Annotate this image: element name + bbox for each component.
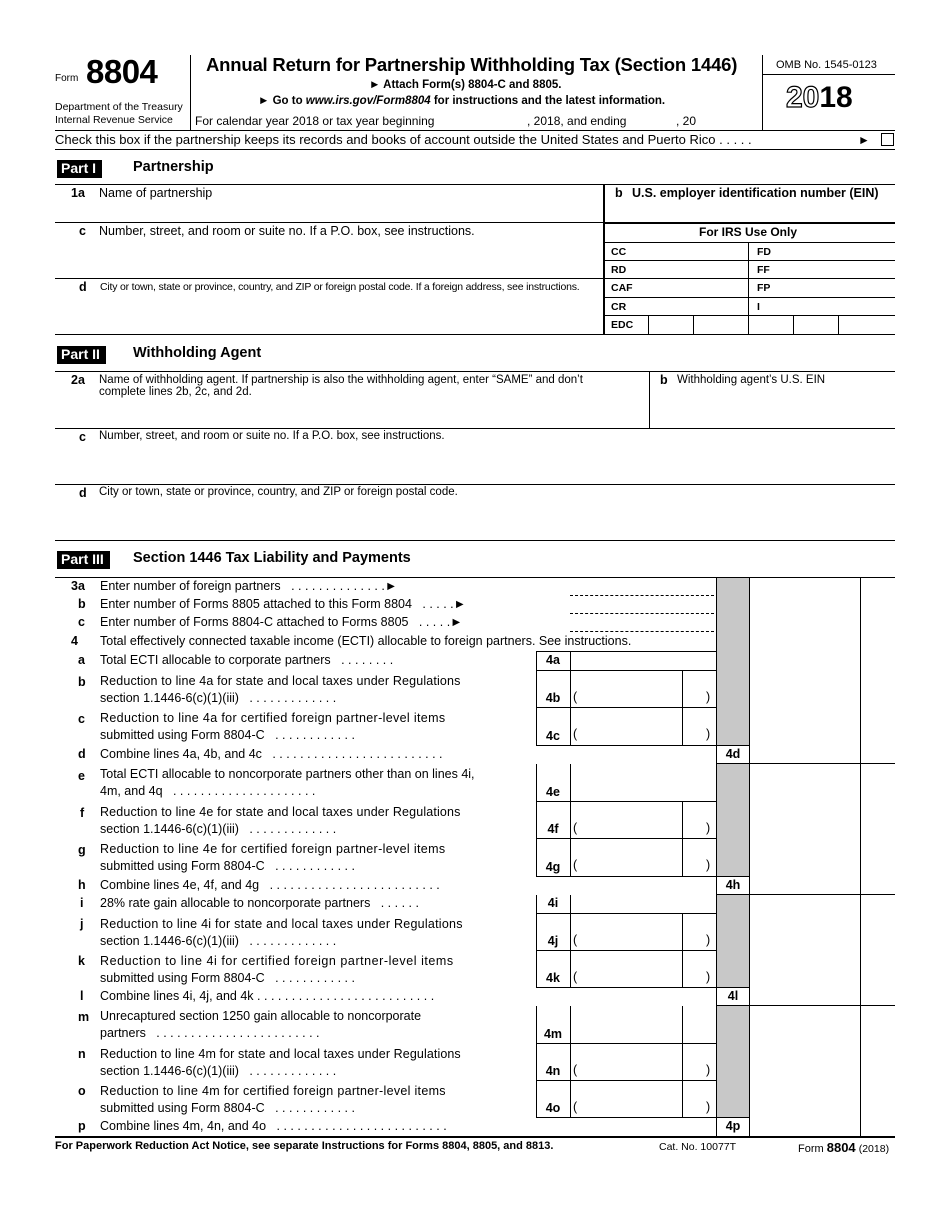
line4p-num: p <box>78 1119 86 1133</box>
footer-rule <box>55 1136 895 1138</box>
line1a-label: Name of partnership <box>99 186 213 200</box>
line3a-field[interactable] <box>570 595 714 596</box>
line4f-label-2: section 1.1446-6(c)(1)(iii) . . . . . . . . . . . . . <box>100 822 337 836</box>
line2b-label: Withholding agent’s U.S. EIN <box>677 374 826 386</box>
line4k-label-2: submitted using Form 8804-C . . . . . . . . . . . . <box>100 971 355 985</box>
irs-edc-div-2 <box>693 315 694 334</box>
line4h-box: 4h <box>725 878 741 892</box>
line3b-num: b <box>78 597 86 611</box>
line3c-label: Enter number of Forms 8804-C attached to Forms 8805 . . . . .► <box>100 615 463 629</box>
line2a-label-2: complete lines 2b, 2c, and 2d. <box>99 386 252 398</box>
line3a-label: Enter number of foreign partners . . . . . . . . . . . . . .► <box>100 579 398 593</box>
col-rule-4l <box>716 1005 895 1006</box>
part2-bottom-rule <box>55 540 895 541</box>
inner-rule-4o-bottom <box>536 1117 749 1118</box>
line2d-rule <box>55 484 895 485</box>
line2d-label: City or town, state or province, country, and ZIP or foreign postal code. <box>99 486 458 498</box>
gray-col-block-2 <box>716 764 749 876</box>
part2-vertical-divider <box>649 372 650 428</box>
line4k-num: k <box>78 954 85 968</box>
irs-fd: FD <box>757 246 771 258</box>
line4g-paren-open: ( <box>573 858 578 872</box>
line4n-field[interactable] <box>580 1045 705 1079</box>
part1-title: Partnership <box>133 159 214 175</box>
line4b-label-1: Reduction to line 4a for state and local taxes under Regulations <box>100 674 461 688</box>
line1d-label: City or town, state or province, country, and ZIP or foreign postal code. If a foreign address, see instructions. <box>100 281 580 293</box>
line4g-num: g <box>78 843 86 857</box>
line4-num: 4 <box>71 634 78 648</box>
line4c-paren-close: ) <box>706 727 711 741</box>
line4b-paren-close: ) <box>706 690 711 704</box>
irs-fp: FP <box>757 282 771 294</box>
gray-col-block-1 <box>716 578 749 745</box>
inner-rule-4k-bottom <box>536 987 749 988</box>
line4g-box: 4g <box>545 860 561 874</box>
line4l-field[interactable] <box>750 988 860 1005</box>
line4n-label-1: Reduction to line 4m for state and local taxes under Regulations <box>100 1047 461 1061</box>
line4m-box: 4m <box>543 1027 563 1041</box>
line4f-paren-close: ) <box>706 821 711 835</box>
line4-label: Total effectively connected taxable income (ECTI) allocable to foreign partners. See instructions. <box>100 634 632 648</box>
inner-rule-4i-bottom <box>536 913 716 914</box>
irs-cr: CR <box>611 301 627 313</box>
cat-number: Cat. No. 10077T <box>659 1141 737 1153</box>
goto-url[interactable]: www.irs.gov/Form8804 <box>305 95 431 107</box>
line4c-label-2: submitted using Form 8804-C . . . . . . . . . . . . <box>100 728 355 742</box>
line4m-label-1: Unrecaptured section 1250 gain allocable to noncorporate <box>100 1009 422 1023</box>
irs-rd: RD <box>611 264 627 276</box>
line4g-paren-close: ) <box>706 858 711 872</box>
line4i-num: i <box>80 896 84 910</box>
line4c-label-1: Reduction to line 4a for certified foreign partner-level items <box>100 711 446 725</box>
inner-rule-4m-bottom <box>536 1043 716 1044</box>
agent-ein-field[interactable] <box>651 390 895 427</box>
line4f-field[interactable] <box>580 803 705 837</box>
irs-ff: FF <box>757 264 770 276</box>
part2-title: Withholding Agent <box>133 345 262 361</box>
foreign-records-label: Check this box if the partnership keeps its records and books of account outside the United States and Puerto Rico . . . . . <box>55 132 752 147</box>
line4l-label: Combine lines 4i, 4j, and 4k . . . . . . . . . . . . . . . . . . . . . . . . . . <box>100 989 435 1003</box>
line3b-field[interactable] <box>570 613 714 614</box>
line4p-box: 4p <box>725 1119 741 1133</box>
calendar-year-line: For calendar year 2018 or tax year beginning <box>195 114 435 128</box>
line4i-box: 4i <box>547 896 559 910</box>
line4k-paren-close: ) <box>706 970 711 984</box>
line4o-num: o <box>78 1084 86 1098</box>
line2c-num: c <box>79 430 86 444</box>
irs-use-title: For IRS Use Only <box>699 225 798 239</box>
line4m-field[interactable] <box>571 1007 716 1042</box>
irs-rule-3 <box>604 278 895 279</box>
line4i-label: 28% rate gain allocable to noncorporate partners . . . . . . <box>100 896 419 910</box>
line4h-num: h <box>78 878 86 892</box>
header-divider-right <box>762 55 763 130</box>
line4b-label-2: section 1.1446-6(c)(1)(iii) . . . . . . . . . . . . . <box>100 691 337 705</box>
line4a-label: Total ECTI allocable to corporate partners . . . . . . . . <box>100 653 394 667</box>
part3-label: Part III <box>57 551 110 569</box>
line1a-num: 1a <box>71 186 85 200</box>
part1-label: Part I <box>57 160 102 178</box>
line4l-num: l <box>80 989 84 1003</box>
line2d-num: d <box>79 486 87 500</box>
line4h-field[interactable] <box>750 877 860 894</box>
line4d-num: d <box>78 747 86 761</box>
tax-year-outline: 20 <box>786 81 820 114</box>
line4c-box: 4c <box>546 729 560 743</box>
part2-top-rule <box>55 371 895 372</box>
line4j-label-1: Reduction to line 4i for state and local taxes under Regulations <box>100 917 463 931</box>
gray-col-block-4 <box>716 1006 749 1117</box>
line1c-num: c <box>79 224 86 238</box>
inner-rule-4n-bottom <box>536 1080 716 1081</box>
line4g-label-1: Reduction to line 4e for certified foreign partner-level items <box>100 842 446 856</box>
col-rule-4h <box>716 894 895 895</box>
irs-caf: CAF <box>611 282 633 294</box>
foreign-records-checkbox[interactable] <box>881 133 894 146</box>
agent-street-field[interactable] <box>55 446 895 483</box>
line1c-label: Number, street, and room or suite no. If a P.O. box, see instructions. <box>99 224 475 238</box>
line4j-field[interactable] <box>580 915 705 949</box>
line2a-num: 2a <box>71 373 85 387</box>
inner-rule-4b-bottom <box>536 707 716 708</box>
irs-edc: EDC <box>611 319 634 331</box>
line4o-box: 4o <box>545 1101 561 1115</box>
part3-title: Section 1446 Tax Liability and Payments <box>133 550 411 566</box>
calendar-end: , 20 <box>676 114 697 128</box>
line4a-box: 4a <box>546 653 560 667</box>
line4k-label-1: Reduction to line 4i for certified foreign partner-level items <box>100 954 454 968</box>
agent-name-field[interactable] <box>55 400 648 427</box>
partnership-ein-field[interactable] <box>606 202 895 222</box>
line1d-num: d <box>79 280 87 294</box>
line1b-num: b <box>615 186 623 200</box>
line1b-label: U.S. employer identification number (EIN) <box>632 186 879 200</box>
line4b-num: b <box>78 675 86 689</box>
irs-edc-div-3 <box>793 315 794 334</box>
attach-line: ► Attach Form(s) 8804-C and 8805. <box>369 79 562 91</box>
line4m-label-2: partners . . . . . . . . . . . . . . . . . . . . . . . . <box>100 1026 320 1040</box>
inner-rule-4e-bottom <box>536 801 716 802</box>
irs-mid-divider <box>748 243 749 334</box>
line4f-paren-open: ( <box>573 821 578 835</box>
inner-rule-4j-bottom <box>536 950 716 951</box>
partnership-name-field[interactable] <box>55 200 602 222</box>
line4j-paren-open: ( <box>573 933 578 947</box>
line4n-paren-close: ) <box>706 1063 711 1077</box>
col-rule-4d <box>716 763 895 764</box>
line4f-box: 4f <box>547 822 559 836</box>
line4o-label-2: submitted using Form 8804-C . . . . . . . . . . . . <box>100 1101 355 1115</box>
line4c-field[interactable] <box>580 709 705 744</box>
inner-rule-4g-bottom <box>536 876 749 877</box>
line1d-rule <box>55 278 603 279</box>
irs-rule-2 <box>604 260 895 261</box>
omb-number: OMB No. 1545-0123 <box>776 59 877 71</box>
line4f-label-1: Reduction to line 4e for state and local taxes under Regulations <box>100 805 461 819</box>
line2c-label: Number, street, and room or suite no. If a P.O. box, see instructions. <box>99 430 445 442</box>
line4o-paren-close: ) <box>706 1100 711 1114</box>
line4j-box: 4j <box>547 934 559 948</box>
line2a-label-1: Name of withholding agent. If partnership is also the withholding agent, enter “SAME” and don’t <box>99 374 583 386</box>
line3c-num: c <box>78 615 85 629</box>
line2b-num: b <box>660 373 668 387</box>
irs-rule-1 <box>604 242 895 243</box>
line4b-paren-open: ( <box>573 690 578 704</box>
inner-rule-4a-bottom <box>536 670 716 671</box>
line4j-paren-close: ) <box>706 933 711 947</box>
col-line-749 <box>749 578 750 1136</box>
irs-rule-4 <box>604 297 895 298</box>
line4e-label-1: Total ECTI allocable to noncorporate partners other than on lines 4i, <box>100 767 475 781</box>
line4k-field[interactable] <box>580 952 705 986</box>
line4c-num: c <box>78 712 85 726</box>
line4e-box: 4e <box>546 785 560 799</box>
form-number: 8804 <box>86 53 158 90</box>
line4l-box: 4l <box>727 989 739 1003</box>
check-line-rule <box>55 149 895 150</box>
omb-rule <box>763 74 895 75</box>
line4b-field[interactable] <box>580 672 705 706</box>
part2-label: Part II <box>57 346 106 364</box>
irs-edc-div-1 <box>648 315 649 334</box>
irs-use-top-rule <box>604 222 895 224</box>
form-word: Form <box>55 73 79 84</box>
paperwork-notice: For Paperwork Reduction Act Notice, see separate Instructions for Forms 8804, 8805, and 8813. <box>55 1140 554 1152</box>
line3a-num: 3a <box>71 579 85 593</box>
department-line2: Internal Revenue Service <box>55 114 173 126</box>
line4d-box: 4d <box>725 747 741 761</box>
line4m-num: m <box>78 1010 90 1024</box>
line3c-field[interactable] <box>570 631 714 632</box>
line4d-field[interactable] <box>750 746 860 763</box>
line4j-label-2: section 1.1446-6(c)(1)(iii) . . . . . . . . . . . . . <box>100 934 337 948</box>
line4p-field[interactable] <box>750 1118 860 1135</box>
line4n-paren-open: ( <box>573 1063 578 1077</box>
col-line-716 <box>716 578 717 1136</box>
part1-bottom-rule <box>55 334 895 335</box>
line4o-label-1: Reduction to line 4m for certified foreign partner-level items <box>100 1084 446 1098</box>
department-line1: Department of the Treasury <box>55 101 183 113</box>
tax-year-bold: 18 <box>819 81 853 114</box>
inner-rule-4f-bottom <box>536 838 716 839</box>
inner-rule-4c-bottom <box>536 745 749 746</box>
irs-i: I <box>757 301 760 313</box>
line4e-label-2: 4m, and 4q . . . . . . . . . . . . . . . . . . . . . <box>100 784 316 798</box>
line4k-paren-open: ( <box>573 970 578 984</box>
check-arrow: ► <box>858 133 870 147</box>
line4k-box: 4k <box>546 971 560 985</box>
line4f-num: f <box>80 806 85 820</box>
line4e-field[interactable] <box>571 765 716 800</box>
line3b-label: Enter number of Forms 8805 attached to this Form 8804 . . . . .► <box>100 597 467 611</box>
calendar-mid: , 2018, and ending <box>527 114 627 128</box>
partnership-street-field[interactable] <box>55 240 602 278</box>
line4o-field[interactable] <box>580 1082 705 1116</box>
goto-line: ► Go to www.irs.gov/Form8804 for instructions and the latest information. <box>258 95 666 107</box>
form-title: Annual Return for Partnership Withholding Tax (Section 1446) <box>206 54 738 75</box>
line4n-num: n <box>78 1047 86 1061</box>
tax-year <box>786 81 853 115</box>
agent-city-field[interactable] <box>55 502 895 539</box>
line4d-label: Combine lines 4a, 4b, and 4c . . . . . . . . . . . . . . . . . . . . . . . . . <box>100 747 443 761</box>
line4h-label: Combine lines 4e, 4f, and 4g . . . . . . . . . . . . . . . . . . . . . . . . . <box>100 878 440 892</box>
line4j-num: j <box>80 917 84 931</box>
line4e-num: e <box>78 769 85 783</box>
line4n-label-2: section 1.1446-6(c)(1)(iii) . . . . . . . . . . . . . <box>100 1064 337 1078</box>
line4b-box: 4b <box>545 691 561 705</box>
col-line-860 <box>860 578 861 1136</box>
irs-edc-div-4 <box>838 315 839 334</box>
line4p-label: Combine lines 4m, 4n, and 4o . . . . . . . . . . . . . . . . . . . . . . . . . <box>100 1119 447 1133</box>
line4a-field[interactable] <box>571 652 716 670</box>
footer-form-id: Form 8804 (2018) <box>798 1140 890 1155</box>
line4g-field[interactable] <box>580 840 705 875</box>
line2c-rule <box>55 428 895 429</box>
header-divider-left <box>190 55 191 130</box>
partnership-city-field[interactable] <box>55 296 602 334</box>
line4a-num: a <box>78 653 85 667</box>
gray-col-block-3 <box>716 895 749 987</box>
line4n-box: 4n <box>545 1064 561 1078</box>
line4o-paren-open: ( <box>573 1100 578 1114</box>
line4i-field[interactable] <box>571 896 716 913</box>
line4c-paren-open: ( <box>573 727 578 741</box>
line4g-label-2: submitted using Form 8804-C . . . . . . . . . . . . <box>100 859 355 873</box>
irs-cc: CC <box>611 246 627 258</box>
